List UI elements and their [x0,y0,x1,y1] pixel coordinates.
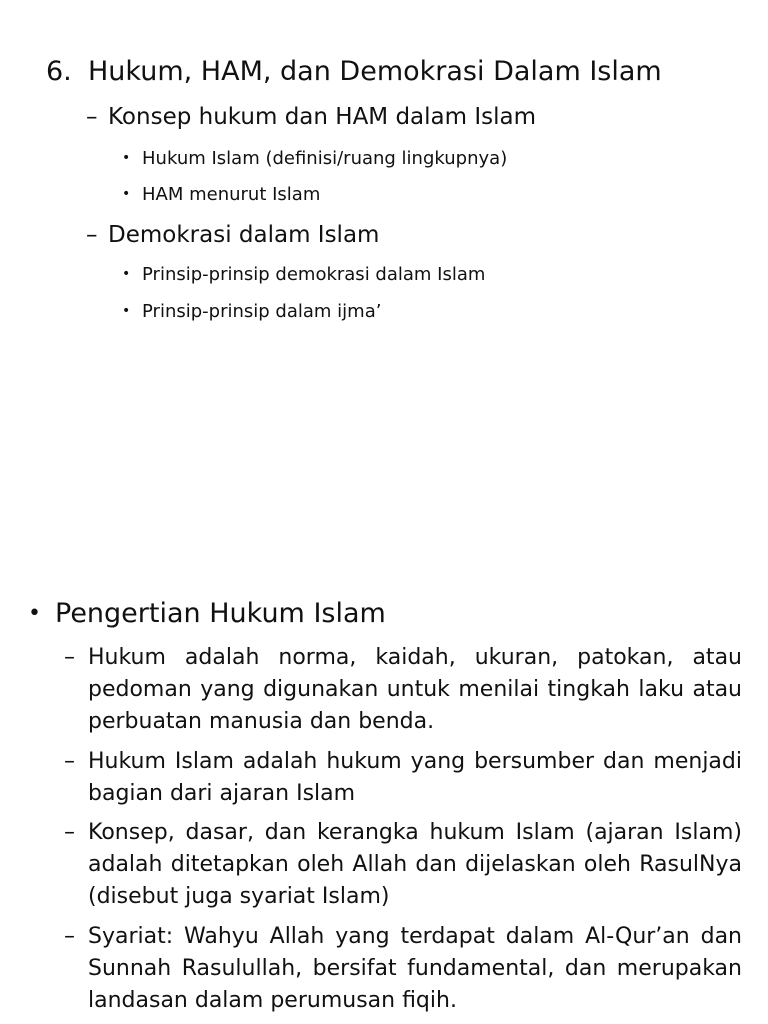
definition-point [64,642,742,738]
section-heading-text: Konsep hukum dan HAM dalam Islam [108,104,537,130]
slide-heading [28,595,386,633]
bullet-marker: • [122,186,131,202]
section-heading-text: Demokrasi dalam Islam [108,222,380,248]
dash-marker: – [86,222,98,248]
slide-heading-text: Pengertian Hukum Islam [55,598,386,629]
dash-marker: – [64,749,75,774]
title-text: Hukum, HAM, dan Demokrasi Dalam Islam [88,56,662,87]
list-item-text: HAM menurut Islam [142,184,321,205]
list-item-text: Prinsip-prinsip demokrasi dalam Islam [142,264,486,285]
definition-point-text: Hukum adalah norma, kaidah, ukuran, patokan, atau pedoman yang digunakan untuk menilai tingkah laku atau perbuatan manusia dan benda. [88,645,742,734]
list-item [122,261,485,288]
definition-point [64,746,742,810]
definition-point-text: Syariat: Wahyu Allah yang terdapat dalam Al-Qur’an dan Sunnah Rasulullah, bersifat fundamental, dan merupakan landasan dalam perumusan fiqih. [88,924,742,1013]
section-heading [86,101,536,133]
list-item [122,181,320,208]
definition-point [64,817,742,913]
list-item-text: Prinsip-prinsip dalam ijma’ [142,301,382,322]
list-item-text: Hukum Islam (definisi/ruang lingkupnya) [142,148,508,169]
list-item [122,298,381,325]
list-item [122,145,507,172]
definition-slide [0,540,768,1024]
definition-point-text: Hukum Islam adalah hukum yang bersumber dan menjadi bagian dari ajaran Islam [88,749,742,806]
bullet-marker: • [122,266,131,282]
bullet-marker: • [122,150,131,166]
definition-point [64,921,742,1017]
dash-marker: – [64,924,75,949]
slide-title [46,53,662,91]
bullet-marker: • [122,303,131,319]
definition-point-text: Konsep, dasar, dan kerangka hukum Islam (ajaran Islam) adalah ditetapkan oleh Allah dan dijelaskan oleh RasulNya (disebut juga syariat Islam) [88,820,742,909]
dash-marker: – [64,645,75,670]
title-number: 6. [46,56,72,87]
dash-marker: – [64,820,75,845]
bullet-marker: • [28,601,41,626]
dash-marker: – [86,104,98,130]
section-heading [86,219,379,251]
